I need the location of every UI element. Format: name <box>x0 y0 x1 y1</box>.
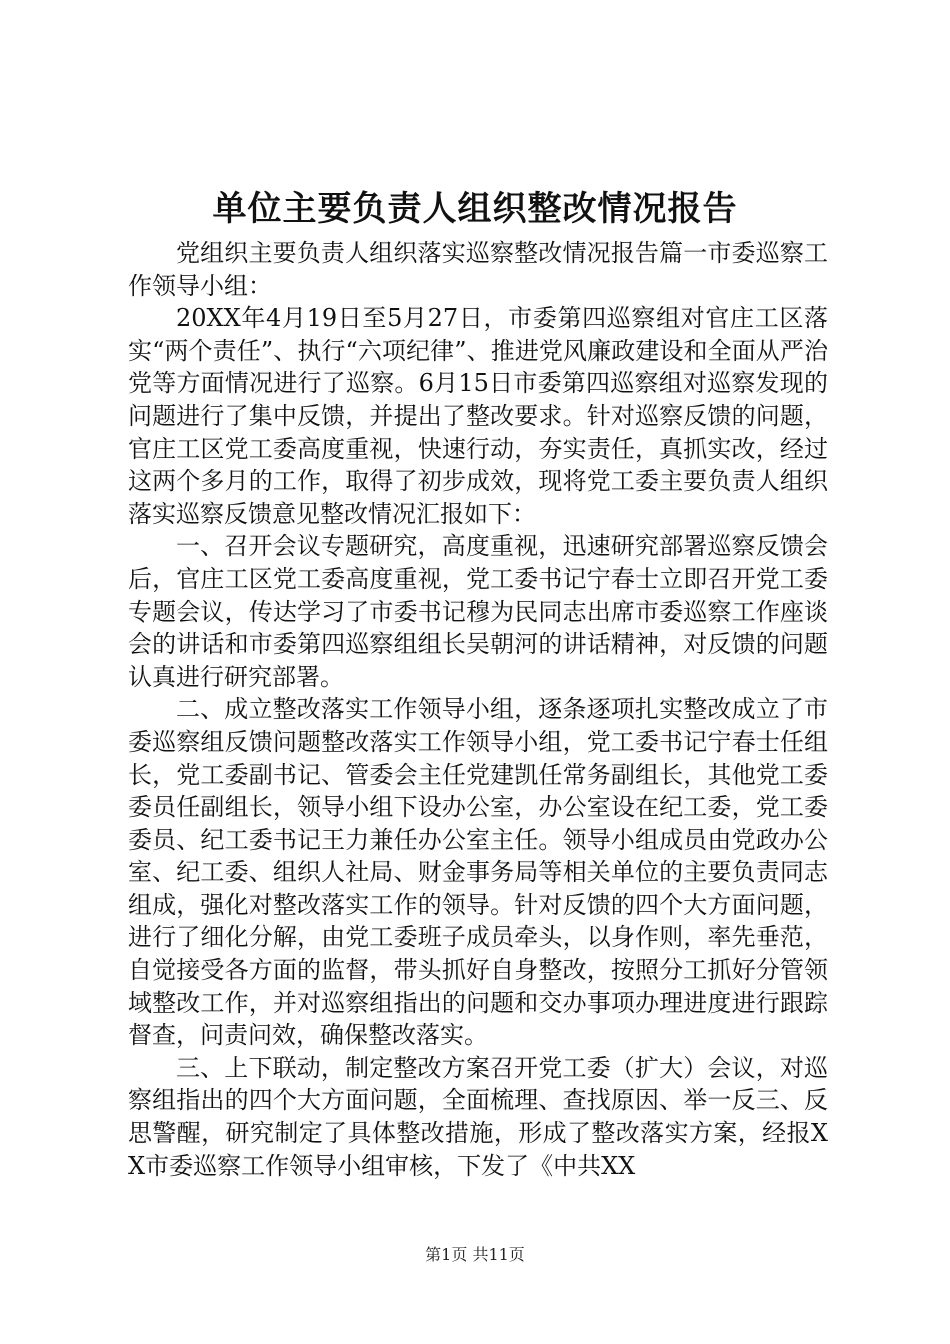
paragraph-salutation: 党组织主要负责人组织落实巡察整改情况报告篇一市委巡察工作领导小组： <box>128 239 828 300</box>
paragraph-intro: 20XX年4月19日至5月27日，市委第四巡察组对官庄工区落实“两个责任”、执行“六项纪律”、推进党风廉政建设和全面从严治党等方面情况进行了巡察。6月15日市委第四巡察组对巡察发现的问题进行了集中反馈，并提出了整改要求。针对巡察反馈的问题，官庄工区党工委高度重视，快速行动，夯实责任，真抓实改，经过这两个多月的工作，取得了初步成效，现将党工委主要负责人组织落实巡察反馈意见整改情况汇报如下： <box>128 304 828 528</box>
document-title: 单位主要负责人组织整改情况报告 <box>212 189 738 229</box>
paragraph-section-2: 二、成立整改落实工作领导小组，逐条逐项扎实整改成立了市委巡察组反馈问题整改落实工作领导小组，党工委书记宁春士任组长，党工委副书记、管委会主任党建凯任常务副组长，其他党工委委员任副组长，领导小组下设办公室，办公室设在纪工委，党工委委员、纪工委书记王力兼任办公室主任。领导小组成员由党政办公室、纪工委、组织人社局、财金事务局等相关单位的主要负责同志组成，强化对整改落实工作的领导。针对反馈的四个大方面问题，进行了细化分解，由党工委班子成员牵头，以身作则，率先垂范，自觉接受各方面的监督，带头抓好自身整改，按照分工抓好分管领域整改工作，并对巡察组指出的问题和交办事项办理进度进行跟踪督查，问责问效，确保整改落实。 <box>128 695 828 1050</box>
page-footer <box>0 1244 950 1266</box>
paragraph-section-1: 一、召开会议专题研究，高度重视，迅速研究部署巡察反馈会后，官庄工区党工委高度重视，党工委书记宁春士立即召开党工委专题会议，传达学习了市委书记穆为民同志出席市委巡察工作座谈会的讲话和市委第四巡察组组长吴朝河的讲话精神，对反馈的问题认真进行研究部署。 <box>128 532 828 691</box>
document-body <box>128 237 828 1182</box>
page-number-label: 第1页 共11页 <box>425 1245 525 1264</box>
paragraph-section-3: 三、上下联动，制定整改方案召开党工委（扩大）会议，对巡察组指出的四个大方面问题，全面梳理、查找原因、举一反三、反思警醒，研究制定了具体整改措施，形成了整改落实方案，经报XX市委巡察工作领导小组审核，下发了《中共XX <box>128 1053 828 1180</box>
